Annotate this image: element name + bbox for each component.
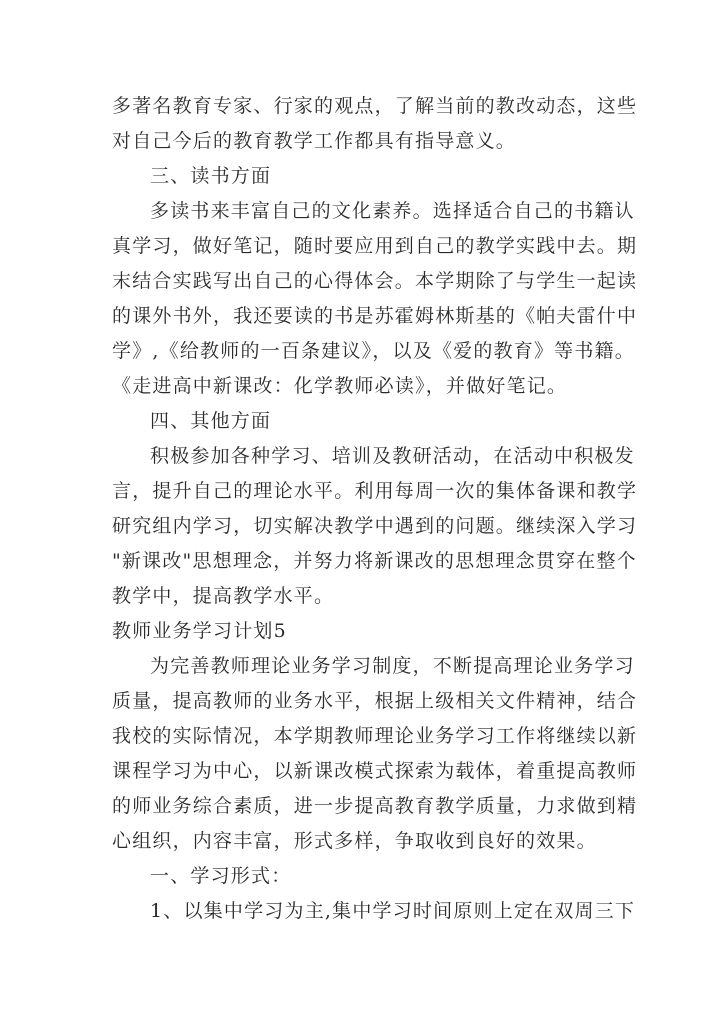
paragraph-line: 多读书来丰富自己的文化素养。选择适合自己的书籍认	[150, 200, 635, 222]
paragraph-line: 《走进高中新课改：化学教师必读》，并做好笔记。	[112, 375, 568, 397]
paragraph-line: 心组织，内容丰富，形式多样，争取收到良好的效果。	[112, 830, 597, 852]
document-title: 教师业务学习计划5	[112, 620, 287, 642]
paragraph-line: 的师业务综合素质，进一步提高教育教学质量，力求做到精	[112, 795, 638, 817]
paragraph-line: 我校的实际情况，本学期教师理论业务学习工作将继续以新	[112, 725, 638, 747]
paragraph-line: 教学中，提高教学水平。	[112, 585, 335, 607]
section-heading-other: 四、其他方面	[150, 410, 272, 432]
paragraph-line: "新课改"思想理念，并努力将新课改的思想理念贯穿在整个	[112, 550, 637, 572]
paragraph-line: 为完善教师理论业务学习制度，不断提高理论业务学习	[150, 655, 635, 677]
paragraph-line: 课程学习为中心，以新课改模式探索为载体，着重提高教师	[112, 760, 638, 782]
paragraph-line: 研究组内学习，切实解决教学中遇到的问题。继续深入学习	[112, 515, 638, 537]
section-heading-reading: 三、读书方面	[150, 165, 272, 187]
paragraph-line: 质量，提高教师的业务水平，根据上级相关文件精神，结合	[112, 690, 638, 712]
paragraph-line: 真学习，做好笔记，随时要应用到自己的教学实践中去。期	[112, 235, 638, 257]
paragraph-line: 的课外书外，我还要读的书是苏霍姆林斯基的《帕夫雷什中	[112, 305, 638, 327]
paragraph-line: 末结合实践写出自己的心得体会。本学期除了与学生一起读	[112, 270, 638, 292]
paragraph-line: 学》,《给教师的一百条建议》，以及《爱的教育》等书籍。	[112, 340, 635, 362]
paragraph-line: 言，提升自己的理论水平。利用每周一次的集体备课和教学	[112, 480, 638, 502]
paragraph-line: 对自己今后的教育教学工作都具有指导意义。	[112, 130, 517, 152]
list-item: 1、以集中学习为主,集中学习时间原则上定在双周三下	[150, 900, 636, 922]
section-heading-study-form: 一、学习形式：	[150, 865, 292, 887]
paragraph-line: 多著名教育专家、行家的观点，了解当前的教改动态，这些	[112, 95, 638, 117]
paragraph-line: 积极参加各种学习、培训及教研活动，在活动中积极发	[150, 445, 635, 467]
